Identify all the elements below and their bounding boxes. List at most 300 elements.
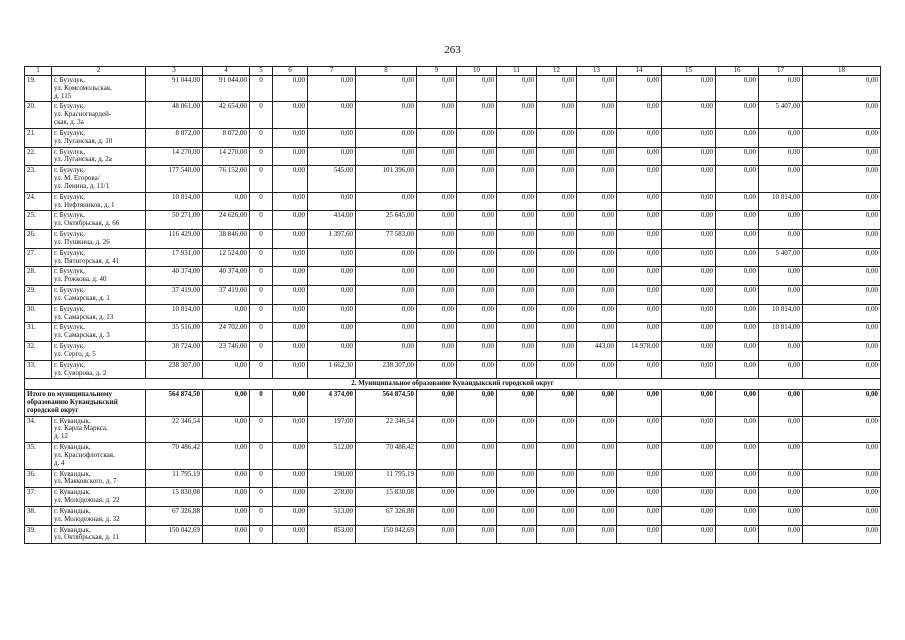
table-cell: 0,00 xyxy=(457,304,497,323)
table-cell: 0,00 xyxy=(308,304,356,323)
address-cell: г. Бузулук, ул. М. Егорова/ ул. Ленина, д. 11/1 xyxy=(52,166,146,192)
column-number: 2 xyxy=(52,67,146,76)
table-cell: 0,00 xyxy=(417,128,457,147)
table-cell: 0,00 xyxy=(759,506,803,525)
table-cell: 0,00 xyxy=(803,390,881,416)
row-number: 27. xyxy=(25,248,52,267)
address-cell: г. Бузулук, ул. Самарская, д. 3 xyxy=(52,323,146,342)
table-cell: 0,00 xyxy=(759,469,803,488)
table-cell: 0,00 xyxy=(716,166,759,192)
table-cell: 0 xyxy=(250,211,273,230)
table-cell: 0,00 xyxy=(716,192,759,211)
row-number: 30. xyxy=(25,304,52,323)
table-cell: 0,00 xyxy=(803,342,881,361)
table-cell: 0,00 xyxy=(716,506,759,525)
table-cell: 0,00 xyxy=(356,147,417,166)
table-cell: 0 xyxy=(250,192,273,211)
table-cell: 0,00 xyxy=(417,323,457,342)
table-cell: 0,00 xyxy=(273,166,308,192)
table-cell: 91 044,00 xyxy=(203,76,250,102)
table-cell: 0,00 xyxy=(203,390,250,416)
table-cell: 0,00 xyxy=(537,76,577,102)
table-cell: 0 xyxy=(250,267,273,286)
table-cell: 0,00 xyxy=(497,304,537,323)
table-row xyxy=(25,469,881,488)
table-cell: 0,00 xyxy=(577,286,617,305)
table-cell: 22 346,54 xyxy=(356,416,417,442)
table-cell: 0 xyxy=(250,147,273,166)
address-cell: г. Бузулук, ул. Луганская, д. 10 xyxy=(52,128,146,147)
table-cell: 0,00 xyxy=(203,416,250,442)
table-cell: 0 xyxy=(250,166,273,192)
table-cell: 0 xyxy=(250,416,273,442)
table-cell: 0,00 xyxy=(716,267,759,286)
table-cell: 35 516,00 xyxy=(146,323,203,342)
table-cell: 0,00 xyxy=(537,192,577,211)
table-cell: 8 072,00 xyxy=(146,128,203,147)
table-cell: 0,00 xyxy=(617,390,662,416)
section-heading-row xyxy=(25,379,881,390)
table-cell: 0,00 xyxy=(417,192,457,211)
table-cell: 0,00 xyxy=(417,416,457,442)
table-cell: 10 814,00 xyxy=(759,304,803,323)
table-cell: 0,00 xyxy=(273,192,308,211)
table-cell: 0,00 xyxy=(577,147,617,166)
table-cell: 0,00 xyxy=(457,390,497,416)
table-cell: 0,00 xyxy=(497,390,537,416)
table-cell: 0 xyxy=(250,248,273,267)
table-cell: 0,00 xyxy=(662,267,716,286)
table-cell: 0,00 xyxy=(617,230,662,249)
table-cell: 150 042,69 xyxy=(356,525,417,544)
table-cell: 0,00 xyxy=(457,76,497,102)
address-cell: г. Бузулук, ул. Пятигорская, д. 41 xyxy=(52,248,146,267)
table-cell: 0,00 xyxy=(716,469,759,488)
table-cell: 0,00 xyxy=(356,192,417,211)
table-cell: 0,00 xyxy=(356,102,417,128)
table-cell: 0,00 xyxy=(417,443,457,469)
address-cell: г. Бузулук, ул. Луганская, д. 2а xyxy=(52,147,146,166)
table-row xyxy=(25,360,881,379)
table-cell: 0,00 xyxy=(497,443,537,469)
table-cell: 0,00 xyxy=(617,525,662,544)
table-cell: 0,00 xyxy=(662,286,716,305)
table-cell: 0,00 xyxy=(417,488,457,507)
table-cell: 0,00 xyxy=(803,525,881,544)
table-cell: 0,00 xyxy=(617,76,662,102)
address-cell: г. Кувандык, ул. Молодежная, д. 32 xyxy=(52,506,146,525)
table-cell: 0,00 xyxy=(716,360,759,379)
table-cell: 0,00 xyxy=(759,147,803,166)
table-cell: 0,00 xyxy=(716,525,759,544)
table-cell: 0,00 xyxy=(617,323,662,342)
table-cell: 25 645,00 xyxy=(356,211,417,230)
table-cell: 0,00 xyxy=(577,267,617,286)
table-cell: 4 374,00 xyxy=(308,390,356,416)
table-cell: 0,00 xyxy=(803,128,881,147)
table-cell: 0,00 xyxy=(457,469,497,488)
table-cell: 0,00 xyxy=(457,211,497,230)
table-cell: 0,00 xyxy=(417,267,457,286)
table-cell: 22 346,54 xyxy=(146,416,203,442)
address-cell: г. Кувандык, ул. Молодежная, д. 22 xyxy=(52,488,146,507)
table-cell: 0,00 xyxy=(497,211,537,230)
table-cell: 0,00 xyxy=(716,342,759,361)
total-label: Итого по муниципальному образованию Кувандыкский городской округ xyxy=(25,390,146,416)
table-cell: 0,00 xyxy=(457,416,497,442)
row-number: 25. xyxy=(25,211,52,230)
row-number: 36. xyxy=(25,469,52,488)
table-cell: 0,00 xyxy=(662,128,716,147)
table-cell: 0,00 xyxy=(716,211,759,230)
table-row xyxy=(25,128,881,147)
table-cell: 545,00 xyxy=(308,166,356,192)
table-cell: 564 874,50 xyxy=(146,390,203,416)
table-cell: 0,00 xyxy=(457,128,497,147)
table-cell: 0,00 xyxy=(716,76,759,102)
table-cell: 0,00 xyxy=(803,443,881,469)
table-cell: 38 724,00 xyxy=(146,342,203,361)
table-cell: 0,00 xyxy=(537,211,577,230)
table-cell: 10 814,00 xyxy=(759,192,803,211)
table-cell: 0,00 xyxy=(417,390,457,416)
table-cell: 564 874,50 xyxy=(356,390,417,416)
table-cell: 0,00 xyxy=(497,166,537,192)
table-cell: 0,00 xyxy=(716,248,759,267)
table-cell: 190,00 xyxy=(308,469,356,488)
table-row xyxy=(25,147,881,166)
table-cell: 15 830,08 xyxy=(146,488,203,507)
table-cell: 1 662,30 xyxy=(308,360,356,379)
table-cell: 40 374,00 xyxy=(146,267,203,286)
table-cell: 197,00 xyxy=(308,416,356,442)
table-cell: 40 374,00 xyxy=(203,267,250,286)
table-cell: 0,00 xyxy=(537,443,577,469)
table-cell: 0,00 xyxy=(417,147,457,166)
row-number: 38. xyxy=(25,506,52,525)
table-cell: 0,00 xyxy=(577,443,617,469)
address-cell: г. Бузулук, ул. Самарская, д. 13 xyxy=(52,304,146,323)
table-cell: 0,00 xyxy=(803,488,881,507)
table-cell: 14 978,00 xyxy=(617,342,662,361)
table-cell: 70 486,42 xyxy=(356,443,417,469)
table-row xyxy=(25,267,881,286)
table-cell: 0,00 xyxy=(662,304,716,323)
table-cell: 0,00 xyxy=(577,469,617,488)
table-cell: 0,00 xyxy=(537,488,577,507)
table-cell: 0,00 xyxy=(803,469,881,488)
table-cell: 0,00 xyxy=(417,76,457,102)
address-cell: г. Бузулук, ул. Комсомольская, д. 115 xyxy=(52,76,146,102)
table-cell: 0,00 xyxy=(457,102,497,128)
table-cell: 0,00 xyxy=(356,128,417,147)
table-cell: 0,00 xyxy=(662,192,716,211)
table-cell: 0,00 xyxy=(716,443,759,469)
table-cell: 0,00 xyxy=(617,128,662,147)
table-cell: 238 307,00 xyxy=(146,360,203,379)
table-cell: 0,00 xyxy=(417,342,457,361)
table-cell: 853,00 xyxy=(308,525,356,544)
table-cell: 0,00 xyxy=(617,304,662,323)
table-cell: 0,00 xyxy=(577,76,617,102)
table-cell: 0,00 xyxy=(417,166,457,192)
table-cell: 0,00 xyxy=(617,443,662,469)
table-cell: 1 397,60 xyxy=(308,230,356,249)
table-cell: 101 396,00 xyxy=(356,166,417,192)
table-cell: 0,00 xyxy=(457,166,497,192)
column-number: 9 xyxy=(417,67,457,76)
table-cell: 0,00 xyxy=(356,323,417,342)
table-cell: 0,00 xyxy=(417,211,457,230)
table-cell: 0,00 xyxy=(759,76,803,102)
table-cell: 0,00 xyxy=(457,525,497,544)
table-cell: 0,00 xyxy=(617,192,662,211)
table-cell: 0,00 xyxy=(716,102,759,128)
table-cell: 0,00 xyxy=(497,267,537,286)
table-cell: 0,00 xyxy=(497,76,537,102)
table-cell: 0,00 xyxy=(617,416,662,442)
table-row xyxy=(25,416,881,442)
table-cell: 0,00 xyxy=(716,286,759,305)
table-row xyxy=(25,506,881,525)
table-cell: 0,00 xyxy=(273,323,308,342)
table-cell: 0,00 xyxy=(457,192,497,211)
table-cell: 0,00 xyxy=(662,230,716,249)
address-cell: г. Бузулук, ул. Октябрьская, д. 66 xyxy=(52,211,146,230)
table-row xyxy=(25,342,881,361)
table-cell: 42 654,00 xyxy=(203,102,250,128)
table-cell: 0,00 xyxy=(457,147,497,166)
table-cell: 0,00 xyxy=(203,443,250,469)
table-cell: 0,00 xyxy=(308,192,356,211)
row-number: 29. xyxy=(25,286,52,305)
table-cell: 24 626,00 xyxy=(203,211,250,230)
table-cell: 0,00 xyxy=(662,323,716,342)
row-number: 32. xyxy=(25,342,52,361)
table-cell: 0,00 xyxy=(577,230,617,249)
table-cell: 0,00 xyxy=(356,286,417,305)
table-cell: 0,00 xyxy=(662,390,716,416)
table-cell: 0,00 xyxy=(457,506,497,525)
table-cell: 0,00 xyxy=(457,267,497,286)
table-cell: 50 271,00 xyxy=(146,211,203,230)
table-cell: 0,00 xyxy=(662,166,716,192)
section-heading: 2. Муниципальное образование Кувандыкский городской округ xyxy=(25,379,881,390)
address-cell: г. Бузулук, ул. Серго, д. 5 xyxy=(52,342,146,361)
table-cell: 0,00 xyxy=(497,248,537,267)
table-cell: 0,00 xyxy=(497,128,537,147)
table-cell: 0,00 xyxy=(457,488,497,507)
table-cell: 0 xyxy=(250,360,273,379)
table-cell: 0,00 xyxy=(537,304,577,323)
table-cell: 0,00 xyxy=(417,506,457,525)
table-cell: 0,00 xyxy=(537,342,577,361)
table-cell: 177 548,00 xyxy=(146,166,203,192)
row-number: 22. xyxy=(25,147,52,166)
table-cell: 0,00 xyxy=(617,147,662,166)
table-cell: 15 830,08 xyxy=(356,488,417,507)
table-cell: 0,00 xyxy=(617,488,662,507)
table-row xyxy=(25,248,881,267)
table-cell: 0,00 xyxy=(577,128,617,147)
table-cell: 10 814,00 xyxy=(759,323,803,342)
address-cell: г. Бузулук, ул. Красногвардей- ская, д. 3а xyxy=(52,102,146,128)
column-number: 5 xyxy=(250,67,273,76)
table-cell: 0,00 xyxy=(537,267,577,286)
table-cell: 0,00 xyxy=(417,230,457,249)
table-cell: 0,00 xyxy=(759,166,803,192)
table-cell: 0,00 xyxy=(417,525,457,544)
row-number: 39. xyxy=(25,525,52,544)
table-cell: 0 xyxy=(250,304,273,323)
column-number: 3 xyxy=(146,67,203,76)
table-row xyxy=(25,211,881,230)
table-cell: 0 xyxy=(250,286,273,305)
table-cell: 0,00 xyxy=(273,76,308,102)
table-cell: 0,00 xyxy=(356,304,417,323)
table-cell: 0,00 xyxy=(577,360,617,379)
table-cell: 14 270,00 xyxy=(203,147,250,166)
column-number: 4 xyxy=(203,67,250,76)
table-cell: 443,00 xyxy=(577,342,617,361)
table-cell: 0,00 xyxy=(273,267,308,286)
table-cell: 0,00 xyxy=(803,323,881,342)
table-cell: 0,00 xyxy=(803,166,881,192)
table-cell: 0,00 xyxy=(662,248,716,267)
table-cell: 0,00 xyxy=(356,267,417,286)
table-cell: 0,00 xyxy=(617,286,662,305)
table-cell: 0,00 xyxy=(497,488,537,507)
table-cell: 0,00 xyxy=(716,488,759,507)
table-cell: 0,00 xyxy=(716,147,759,166)
table-cell: 0,00 xyxy=(617,248,662,267)
table-cell: 0,00 xyxy=(803,147,881,166)
table-cell: 238 307,00 xyxy=(356,360,417,379)
table-row xyxy=(25,102,881,128)
table-cell: 0,00 xyxy=(308,267,356,286)
row-number: 33. xyxy=(25,360,52,379)
table-cell: 0,00 xyxy=(417,304,457,323)
table-cell: 0,00 xyxy=(273,211,308,230)
table-cell: 0,00 xyxy=(803,248,881,267)
table-cell: 0,00 xyxy=(759,360,803,379)
table-cell: 0 xyxy=(250,102,273,128)
table-cell: 0 xyxy=(250,128,273,147)
table-cell: 0,00 xyxy=(497,416,537,442)
table-cell: 0,00 xyxy=(537,390,577,416)
table-cell: 17 931,00 xyxy=(146,248,203,267)
address-cell: г. Кувандык, ул. Краснофлотская, д. 4 xyxy=(52,443,146,469)
table-cell: 0,00 xyxy=(759,342,803,361)
table-cell: 414,00 xyxy=(308,211,356,230)
column-number: 15 xyxy=(662,67,716,76)
table-cell: 512,00 xyxy=(308,443,356,469)
column-number: 11 xyxy=(497,67,537,76)
table-cell: 0,00 xyxy=(803,211,881,230)
row-number: 35. xyxy=(25,443,52,469)
table-cell: 0 xyxy=(250,390,273,416)
table-cell: 0 xyxy=(250,443,273,469)
row-number: 26. xyxy=(25,230,52,249)
column-number: 1 xyxy=(25,67,52,76)
table-cell: 0,00 xyxy=(759,211,803,230)
table-cell: 0,00 xyxy=(759,416,803,442)
table-cell: 0,00 xyxy=(308,147,356,166)
table-cell: 0,00 xyxy=(803,286,881,305)
table-cell: 12 524,00 xyxy=(203,248,250,267)
table-cell: 0,00 xyxy=(537,360,577,379)
table-cell: 0,00 xyxy=(577,488,617,507)
table-cell: 10 814,00 xyxy=(146,304,203,323)
column-number: 16 xyxy=(716,67,759,76)
table-cell: 14 270,00 xyxy=(146,147,203,166)
table-cell: 0,00 xyxy=(617,506,662,525)
table-cell: 0,00 xyxy=(497,147,537,166)
table-cell: 0,00 xyxy=(537,102,577,128)
table-cell: 0,00 xyxy=(662,443,716,469)
table-cell: 0,00 xyxy=(203,304,250,323)
table-cell: 0,00 xyxy=(716,304,759,323)
address-cell: г. Бузулук, ул. Нефтяников, д. 1 xyxy=(52,192,146,211)
table-cell: 0 xyxy=(250,342,273,361)
table-cell: 0,00 xyxy=(759,128,803,147)
table-cell: 23 746,00 xyxy=(203,342,250,361)
table-cell: 0,00 xyxy=(457,286,497,305)
table-cell: 0,00 xyxy=(537,286,577,305)
address-cell: г. Кувандык, ул. Карла Маркса, д. 12 xyxy=(52,416,146,442)
table-cell: 0,00 xyxy=(759,488,803,507)
table-cell: 0,00 xyxy=(803,76,881,102)
total-row xyxy=(25,390,881,416)
table-cell: 0,00 xyxy=(577,192,617,211)
table-cell: 0,00 xyxy=(308,102,356,128)
table-cell: 0,00 xyxy=(716,128,759,147)
table-cell: 0,00 xyxy=(457,342,497,361)
row-number: 24. xyxy=(25,192,52,211)
table-cell: 0,00 xyxy=(662,416,716,442)
table-cell: 38 846,00 xyxy=(203,230,250,249)
address-cell: г. Кувандык, ул. Маяковского, д. 7 xyxy=(52,469,146,488)
table-cell: 0,00 xyxy=(273,147,308,166)
table-row xyxy=(25,304,881,323)
table-cell: 0,00 xyxy=(497,192,537,211)
table-cell: 0,00 xyxy=(803,102,881,128)
page-number: 263 xyxy=(444,44,461,56)
table-cell: 0,00 xyxy=(457,323,497,342)
table-cell: 0,00 xyxy=(497,525,537,544)
table-cell: 0,00 xyxy=(662,525,716,544)
table-cell: 0,00 xyxy=(497,342,537,361)
table-cell: 0,00 xyxy=(417,286,457,305)
table-cell: 0,00 xyxy=(759,286,803,305)
table-cell: 0,00 xyxy=(497,360,537,379)
table-cell: 0 xyxy=(250,230,273,249)
table-cell: 150 042,69 xyxy=(146,525,203,544)
table-cell: 0,00 xyxy=(417,360,457,379)
table-row xyxy=(25,230,881,249)
table-cell: 0,00 xyxy=(577,304,617,323)
table-cell: 8 072,00 xyxy=(203,128,250,147)
table-cell: 0,00 xyxy=(273,342,308,361)
table-cell: 0,00 xyxy=(537,506,577,525)
table-row xyxy=(25,76,881,102)
table-row xyxy=(25,488,881,507)
table-cell: 0,00 xyxy=(803,416,881,442)
column-number: 18 xyxy=(803,67,881,76)
table-cell: 0,00 xyxy=(308,128,356,147)
table-cell: 67 326,88 xyxy=(356,506,417,525)
table-cell: 76 152,00 xyxy=(203,166,250,192)
